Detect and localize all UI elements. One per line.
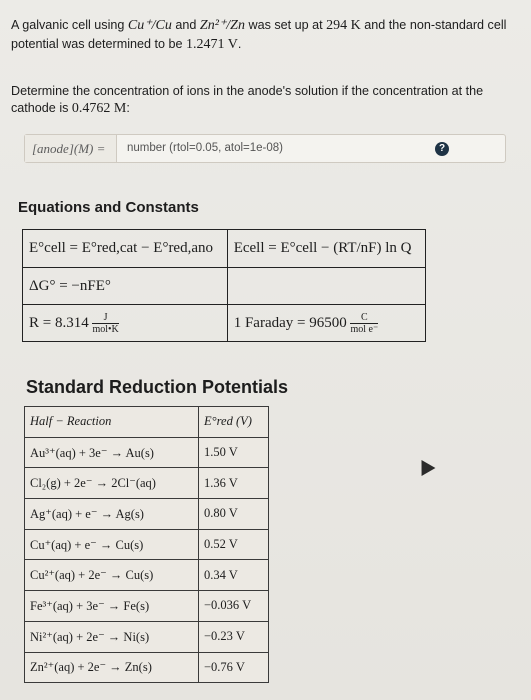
table-row <box>25 499 269 530</box>
potential-cell: −0.036 V <box>199 591 269 622</box>
potential-cell: −0.76 V <box>199 652 269 683</box>
anode-concentration-input[interactable] <box>127 136 382 160</box>
reaction-cell: Fe³⁺(aq) + 3e⁻ → Fe(s) <box>25 591 199 622</box>
equations-table <box>22 229 426 342</box>
reduction-potentials-table <box>24 406 269 683</box>
faraday-constant <box>227 305 425 342</box>
problem-statement <box>11 16 516 54</box>
gas-constant-unit <box>92 312 118 335</box>
reaction-cell: Ag⁺(aq) + e⁻ → Ag(s) <box>25 499 199 530</box>
header-half-reaction: Half − Reaction <box>25 407 199 438</box>
intro-text-3: was set up at <box>244 18 327 32</box>
gas-constant-unit-den: mol•K <box>92 323 119 335</box>
cathode-couple: Cu⁺/Cu <box>127 18 172 33</box>
table-row <box>25 652 269 683</box>
cell-potential-value: 1.2471 V <box>186 37 238 52</box>
table-header-row <box>25 407 269 438</box>
equations-heading: Equations and Constants <box>18 199 199 216</box>
nernst-equation: Ecell = E°cell − (RT/nF) ln Q <box>227 230 425 268</box>
intro-text-1: A galvanic cell using <box>11 18 128 32</box>
reaction-cell: Cu⁺(aq) + e⁻ → Cu(s) <box>25 529 199 560</box>
reaction-cell: Au³⁺(aq) + 3e⁻ → Au(s) <box>25 437 199 468</box>
reaction-cell: Ni²⁺(aq) + 2e⁻ → Ni(s) <box>25 621 199 652</box>
question-text-2: : <box>126 101 130 115</box>
table-row <box>25 468 269 499</box>
potential-cell: −0.23 V <box>199 621 269 652</box>
faraday-constant-unit <box>350 312 378 335</box>
reaction-cell: Cu²⁺(aq) + 2e⁻ → Cu(s) <box>25 560 199 591</box>
table-row <box>25 591 269 622</box>
table-row <box>25 560 269 591</box>
answer-label: [anode](M) = <box>25 135 117 162</box>
intro-text-2: and <box>171 18 200 32</box>
table-row <box>25 621 269 652</box>
cell-potential-equation: E°cell = E°red,cat − E°red,ano <box>23 230 228 268</box>
empty-cell <box>227 268 425 305</box>
potential-cell: 1.36 V <box>199 468 269 499</box>
potential-cell: 0.34 V <box>199 560 269 591</box>
gas-constant-unit-num: J <box>92 312 118 324</box>
intro-text-4: and the non-standard cell potential was determined to be <box>11 18 507 51</box>
cathode-concentration: 0.4762 M <box>71 101 127 116</box>
faraday-constant-unit-den: mol e⁻ <box>350 323 379 335</box>
header-potential: E°red (V) <box>199 407 269 438</box>
reaction-cell: Cl₂(g) + 2e⁻ → 2Cl⁻(aq) <box>25 468 199 499</box>
mouse-pointer-icon <box>415 456 436 476</box>
gas-constant <box>23 305 228 342</box>
table-row <box>25 529 269 560</box>
faraday-constant-text: 1 Faraday = 96500 <box>233 314 347 331</box>
help-icon[interactable]: ? <box>435 142 449 156</box>
reaction-cell: Zn²⁺(aq) + 2e⁻ → Zn(s) <box>25 652 199 683</box>
potential-cell: 0.52 V <box>199 529 269 560</box>
question-text <box>11 83 516 117</box>
srp-heading: Standard Reduction Potentials <box>26 377 289 397</box>
answer-row <box>24 134 506 163</box>
gas-constant-text: R = 8.314 <box>29 314 89 331</box>
anode-couple: Zn²⁺/Zn <box>199 18 245 33</box>
potential-cell: 0.80 V <box>199 499 269 530</box>
table-row <box>25 437 269 468</box>
question-text-1: Determine the concentration of ions in the anode's solution if the concentration at the cathode is <box>11 84 484 115</box>
faraday-constant-unit-num: C <box>350 312 378 324</box>
potential-cell: 1.50 V <box>199 437 269 468</box>
intro-text-5: . <box>237 37 242 51</box>
gibbs-equation: ΔG° = −nFE° <box>23 268 228 305</box>
temperature-value: 294 K <box>326 18 361 33</box>
